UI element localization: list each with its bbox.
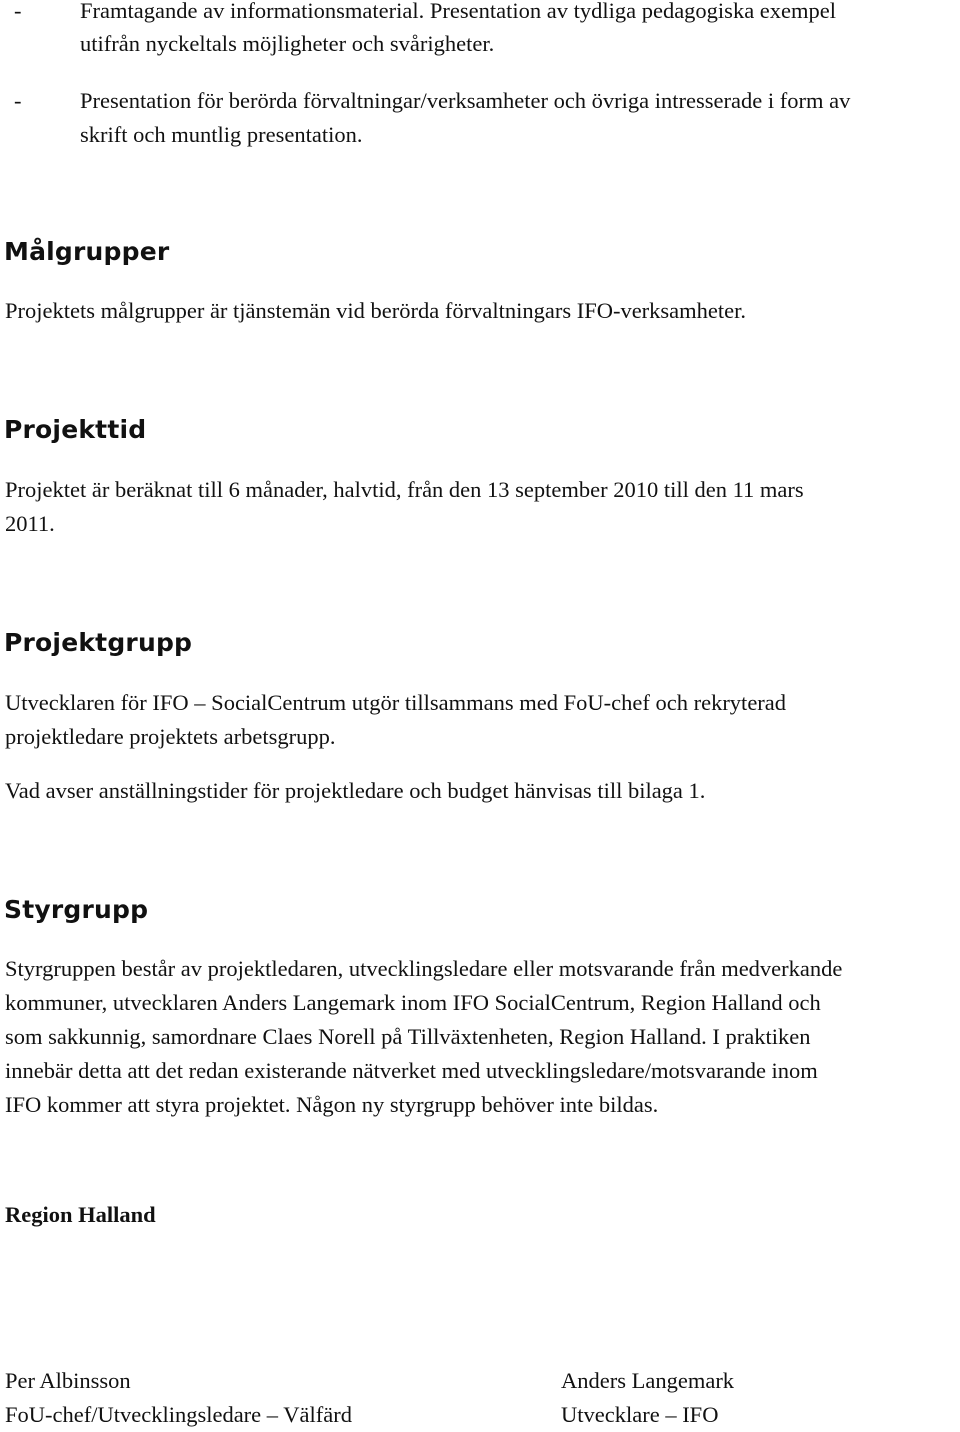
paragraph-line: kommuner, utvecklaren Anders Langemark inom IFO SocialCentrum, Region Halland och [5, 990, 821, 1015]
paragraph-line: Utvecklaren för IFO – SocialCentrum utgör tillsammans med FoU-chef och rekryterad [5, 690, 787, 715]
signatory-name: Anders Langemark [561, 1368, 735, 1393]
section-heading: Styrgrupp [4, 895, 149, 924]
paragraph-line: som sakkunnig, samordnare Claes Norell på Tillväxtenheten, Region Halland. I praktiken [5, 1024, 811, 1049]
section-heading: Projektgrupp [4, 628, 193, 657]
bullet-line: utifrån nyckeltals möjligheter och svårigheter. [80, 31, 495, 56]
paragraph-line: projektledare projektets arbetsgrupp. [5, 724, 336, 749]
bullet-line: Presentation för berörda förvaltningar/verksamheter och övriga intresserade i form av [80, 88, 851, 113]
paragraph-line: Projektets målgrupper är tjänstemän vid berörda förvaltningars IFO-verksamheter. [5, 298, 747, 323]
section-heading: Målgrupper [4, 237, 170, 266]
signatory-title: Utvecklare – IFO [561, 1402, 719, 1427]
paragraph-line: innebär detta att det redan existerande nätverket med utvecklingsledare/motsvarande inom [5, 1058, 818, 1083]
section-heading: Projekttid [4, 415, 147, 444]
paragraph-line: Vad avser anställningstider för projektledare och budget hänvisas till bilaga 1. [5, 778, 706, 803]
paragraph-line: IFO kommer att styra projektet. Någon ny styrgrupp behöver inte bildas. [5, 1092, 659, 1117]
bullet-marker: - [14, 88, 22, 113]
bullet-line: skrift och muntlig presentation. [80, 122, 363, 147]
signatory-title: FoU-chef/Utvecklingsledare – Välfärd [5, 1402, 352, 1427]
organization-name: Region Halland [5, 1202, 156, 1227]
bullet-line: Framtagande av informationsmaterial. Presentation av tydliga pedagogiska exempel [80, 0, 837, 23]
paragraph-line: Projektet är beräknat till 6 månader, halvtid, från den 13 september 2010 till den 11 mars [5, 477, 804, 502]
paragraph-line: 2011. [5, 511, 55, 536]
paragraph-line: Styrgruppen består av projektledaren, utvecklingsledare eller motsvarande från medverkande [5, 956, 843, 981]
bullet-marker: - [14, 0, 22, 23]
signatory-name: Per Albinsson [5, 1368, 131, 1393]
